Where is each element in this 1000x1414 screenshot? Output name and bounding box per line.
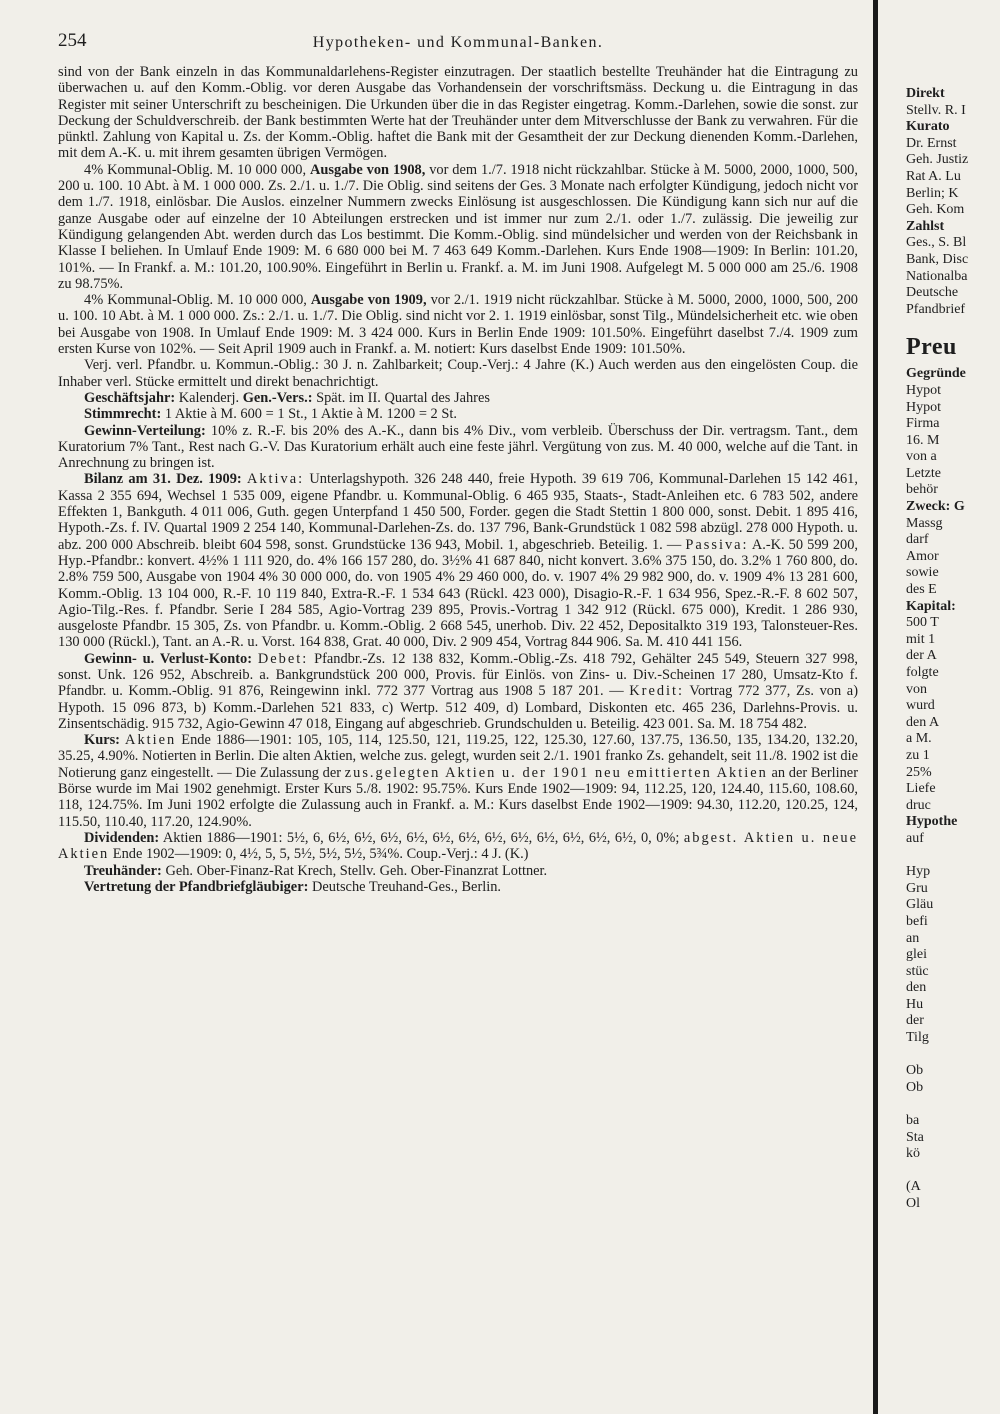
adjacent-page-line: Amor bbox=[906, 548, 939, 564]
treuhaender-text: Geh. Ober-Finanz-Rat Krech, Stellv. Geh. Ober-Finanzrat Lottner. bbox=[165, 862, 548, 879]
stimmrecht-text: 1 Aktie à M. 600 = 1 St., 1 Aktie à M. 1200 = 2 St. bbox=[164, 406, 457, 423]
adjacent-page-line: Ges., S. Bl bbox=[906, 235, 967, 251]
dividenden-label: Dividenden: bbox=[84, 829, 160, 846]
gewinn-verteilung-paragraph bbox=[58, 423, 858, 472]
adjacent-page-line: Deutsche bbox=[906, 285, 959, 301]
adjacent-page-line: sowie bbox=[906, 565, 939, 581]
kurs-text-1: Ende 1886—1901: 105, 105, 114, 125.50, 121, 119.25, 122, 125.30, 127.60, 137.75, 136.50, 135, 134.20, 132.20, 35.25, 4.90%. Notierten in Berlin. Die alten Aktien, welche zus. gelegt, wurden seit 2./1. 1901 franko Zs. gehandelt, seit 11./8. 1902 ist die Notierung ganz eingestellt. — Die Zulassung der bbox=[58, 732, 858, 781]
adjacent-page-line: Ob bbox=[906, 1079, 924, 1095]
adjacent-page-line: Direkt bbox=[906, 86, 945, 101]
adjacent-page-line: Hu bbox=[906, 996, 924, 1012]
treuhaender-line bbox=[58, 863, 858, 879]
adjacent-page-line bbox=[906, 848, 1000, 865]
adjacent-page-line: Gläu bbox=[906, 897, 934, 913]
issue-1908-prefix: 4% Kommunal-Oblig. M. 10 000 000, bbox=[84, 161, 307, 178]
bilanz-passiva-text: A.-K. 50 599 200, Hyp.-Pfandbr.: konvert. 4½% 1 111 920, do. 4% 166 157 280, do. 3½% 41 687 840, nicht konvert. 3.6% 375 150, do. 3.2% 1 760 800, do. 2.8% 759 500, Ausgabe von 1904 4% 30 000 000, do. von 1905 4% 29 460 000, do. v. 1907 4% 29 982 900, do. v. 1909 4% 13 281 600, Komm.-Oblig. 13 104 000, R.-F. 10 119 840, Extra-R.-F. 1 534 643 (Rückl. 423 000), Disagio-R.-F. 1 634 956, Spez.-R.-F. 8 602 507, Agio-Tilg.-Res. f. Pfandbr. Serie I 284 585, Agio-Vortrag 239 895, Provis.-Vortrag 1 342 912 (Rückl. 675 000), Kredit. 1 286 930, ausgeloste Pfandbr. 15 305, Zs. von Pfandbr. u. Komm.-Oblig. 2 668 545, unerhob. Div. 22 452, Depositalkto 319 193, Talonsteuer-Res. 130 000 (Rückl.), Tant. an A.-R. u. Vorst. 164 838, Grat. 40 000, Div. 2 909 454, Vortrag 844 906. Sa. M. 410 441 156. bbox=[58, 536, 859, 651]
gewinn-konto-paragraph bbox=[58, 651, 858, 732]
page-fold-divider bbox=[873, 0, 878, 1414]
adjacent-page-line: Preu bbox=[906, 334, 957, 361]
adjacent-page-line bbox=[906, 1163, 1000, 1180]
kurs-label: Kurs: bbox=[84, 732, 120, 749]
bilanz-passiva-label: Passiva: bbox=[685, 536, 749, 553]
adjacent-page-line: Geh. Justiz bbox=[906, 152, 969, 168]
adjacent-page-line: Hypot bbox=[906, 382, 941, 398]
adjacent-page-line: Ol bbox=[906, 1196, 920, 1211]
adjacent-page-line: kö bbox=[906, 1146, 920, 1162]
adjacent-page-line: stüc bbox=[906, 963, 929, 979]
gewinn-verteilung-label: Gewinn-Verteilung: bbox=[84, 422, 206, 439]
issue-1908-paragraph bbox=[58, 162, 858, 292]
main-column bbox=[58, 30, 858, 895]
adjacent-page-line: der A bbox=[906, 648, 937, 664]
adjacent-page-line: Ob bbox=[906, 1063, 924, 1079]
adjacent-page-line: Nationalba bbox=[906, 268, 968, 284]
adjacent-page-line: (A bbox=[906, 1179, 921, 1195]
adjacent-page-line: Dr. Ernst bbox=[906, 135, 957, 151]
geschaeftsjahr-label: Geschäftsjahr: bbox=[84, 389, 176, 406]
bilanz-paragraph bbox=[58, 471, 858, 650]
issue-1908-text: vor dem 1./7. 1918 nicht rückzahlbar. Stücke à M. 5000, 2000, 1000, 500, 200 u. 100. 10 Abt. à M. 1 000 000. Zs. 2./1. u. 1./7. Die Oblig. sind seitens der Ges. 3 Monate nach erfolgter Kündigung, jedoch nicht vor dem 1./7. 1918, einlösbar. Die Auslos. einzelner Nummern zwecks Einlösung ist ausgeschlossen. Die Kündigung kann sich nur auf die ganze Ausgabe oder auf einzelne der 10 Abteilungen erstrecken und ist immer nur zum 2./1. oder 1./7. zulässig. Die jeweilig zur Kündigung gelangenden Abt. werden durch das Los bestimmt. Die Komm.-Oblig. sind mündelsicher und werden von der Reichsbank in Klasse I beliehen. In Umlauf Ende 1909: M. 6 680 000 bei M. 7 463 649 Komm.-Darlehen. Kurs Ende 1908—1909: In Berlin: 101.20, 101%. — In Frankf. a. M.: 101.20, 100.90%. Eingeführt in Berlin u. Frankf. a. M. im Juni 1908. Aufgelegt M. 5 000 000 am 25./6. 1908 zu 98.75%. bbox=[58, 161, 858, 292]
vertretung-text: Deutsche Treuhand-Ges., Berlin. bbox=[311, 878, 502, 895]
issue-1909-paragraph bbox=[58, 292, 858, 357]
adjacent-page-line: darf bbox=[906, 532, 929, 548]
document-body bbox=[58, 64, 858, 895]
stimmrecht-label: Stimmrecht: bbox=[84, 406, 162, 423]
adjacent-page-line: Kurato bbox=[906, 119, 950, 135]
page-header bbox=[58, 30, 858, 64]
kurs-emphasis: zus.gelegten Aktien u. der 1901 neu emittierten Aktien bbox=[344, 764, 768, 781]
adjacent-page-line: 16. M bbox=[906, 432, 940, 448]
adjacent-page-line bbox=[906, 1047, 1000, 1064]
kurs-aktien-label: Aktien bbox=[125, 732, 177, 749]
adjacent-page-line: Firma bbox=[906, 416, 940, 432]
verjaehrung-paragraph: Verj. verl. Pfandbr. u. Kommun.-Oblig.: 30 J. n. Zahlbarkeit; Coup.-Verj.: 4 Jahre (K.) Auch werden aus den eingelösten Coup. die Inhaber verl. Stücke ermittelt und direkt benachrichtigt. bbox=[58, 357, 858, 390]
issue-1908-title: Ausgabe von 1908, bbox=[310, 161, 426, 178]
adjacent-page-line: glei bbox=[906, 947, 927, 963]
adjacent-page-line: Hypot bbox=[906, 399, 941, 415]
gewinn-konto-debet-label: Debet: bbox=[257, 650, 309, 667]
adjacent-page-line: den bbox=[906, 980, 927, 996]
geschaeftsjahr-line bbox=[58, 390, 858, 406]
adjacent-page-line: Hypothe bbox=[906, 814, 958, 830]
geschaeftsjahr-text: Kalenderj. bbox=[178, 389, 240, 406]
adjacent-page-line: an bbox=[906, 930, 920, 946]
adjacent-page-line bbox=[906, 1096, 1000, 1113]
kurs-paragraph bbox=[58, 732, 858, 830]
adjacent-page-line: Liefe bbox=[906, 781, 936, 797]
gen-vers-text: Spät. im II. Quartal des Jahres bbox=[316, 389, 490, 406]
adjacent-page-line: wurd bbox=[906, 698, 935, 714]
bilanz-label: Bilanz am 31. Dez. 1909: bbox=[84, 471, 242, 488]
adjacent-page-line: Berlin; K bbox=[906, 185, 959, 201]
page-number: 254 bbox=[58, 30, 87, 51]
adjacent-page-line: den A bbox=[906, 714, 940, 730]
treuhaender-label: Treuhänder: bbox=[84, 862, 162, 879]
adjacent-page-line: folgte bbox=[906, 665, 939, 680]
adjacent-page-line: Bank, Disc bbox=[906, 251, 969, 267]
adjacent-page-line: Gegründe bbox=[906, 366, 966, 382]
adjacent-page-line: ba bbox=[906, 1113, 920, 1129]
adjacent-page-line: der bbox=[906, 1013, 924, 1029]
adjacent-page-line: Gru bbox=[906, 880, 928, 896]
adjacent-page-line: Kapital: bbox=[906, 598, 956, 614]
dividenden-text-2: Ende 1902—1909: 0, 4½, 5, 5, 5½, 5½, 5½, 5¾%. Coup.-Verj.: 4 J. (K.) bbox=[112, 846, 529, 863]
adjacent-page-line: a M. bbox=[906, 731, 932, 747]
adjacent-page-line: Massg bbox=[906, 515, 943, 531]
bilanz-aktiva-label: Aktiva: bbox=[246, 471, 305, 488]
adjacent-page-line: Geh. Kom bbox=[906, 202, 965, 218]
adjacent-page-line: Hyp bbox=[906, 864, 931, 880]
adjacent-page-line: Zahlst bbox=[906, 218, 945, 234]
adjacent-page-line: Tilg bbox=[906, 1030, 929, 1046]
issue-1909-text: vor 2./1. 1919 nicht rückzahlbar. Stücke à M. 5000, 2000, 1000, 500, 200 u. 100. 10 Abt. à M. 1 000 000. Zs.: 2./1. u. 1./7. Die Oblig. sind nicht vor 2. 1. 1919 einlösbar, sonst Tilg., Mündelsicherheit etc. wie oben bei Ausgabe von 1908. In Umlauf Ende 1909: M. 3 424 000. Kurs in Berlin Ende 1909: 101.50%. Eingeführt daselbst 7./4. 1909 zum ersten Kurse von 102%. — Seit April 1909 auch in Frankf. a. M. notiert: Kurs daselbst Ende 1909: 101.50%. bbox=[58, 292, 858, 358]
stimmrecht-line bbox=[58, 406, 858, 422]
dividenden-emphasis: abgest. Aktien u. neue Aktien bbox=[58, 829, 858, 863]
adjacent-page-line: Letzte bbox=[906, 465, 941, 481]
dividenden-paragraph bbox=[58, 830, 858, 863]
bilanz-aktiva-text: Unterlagshypoth. 326 248 440, freie Hypoth. 39 619 706, Kommunal-Darlehen 15 142 461, Kassa 2 355 694, Wechsel 1 535 009, eigene Pfandbr. u. Kommunal-Oblig. 6 465 935, Staats-, Stadt-Anleihen etc. 6 783 502, andere Effekten 1, Bankguth. 4 011 006, Guth. gegen Unterpfand 1 450 500, Forder. gegen die Stadt Stettin 1 800 000, sonst. Debit. 1 895 416, Hypoth.-Zs. f. IV. Quartal 1909 2 254 140, Kommunal-Darlehen-Zs. do. 137 796, Bank-Grundstück 1 082 598 abzügl. 278 000 Hypoth. u. abz. 200 000 Abschreib. bleibt 604 598, sonst. Grundstücke 136 943, Mobil. 1, abgeschrieb. Beteilig. 1. — bbox=[58, 471, 858, 553]
adjacent-page-line: Sta bbox=[906, 1129, 924, 1145]
intro-paragraph: sind von der Bank einzeln in das Kommunaldarlehens-Register einzutragen. Der staatlich bestellte Treuhänder hat die Eintragung zu überwachen u. auf den Komm.-Oblig. vor deren Ausgabe das Vorhandensein der vorschriftsmäss. Deckung u. die Eintragung in das Register mit seiner Unterschrift zu bescheinigen. Die Urkunden über die in das Register eingetrag. Komm.-Darlehen, sowie die sonst. zur Deckung der Schuldverschreib. der Bank bestimmten Werte hat der Treuhänder unter dem Mitverschlusse der Bank zu verwahren. Für die pünktl. Zahlung von Kapital u. Zs. der Komm.-Oblig. haftet die Bank mit der Gesamtheit der zur Deckung dienenden Komm.-Darlehen, mit dem A.-K. u. mit ihrem gesamten übrigen Vermögen. bbox=[58, 64, 858, 162]
dividenden-text-1: Aktien 1886—1901: 5½, 6, 6½, 6½, 6½, 6½, 6½, 6½, 6½, 6½, 6½, 6½, 6½, 6½, 0, 0%; bbox=[162, 829, 680, 846]
running-head: Hypotheken- und Kommunal-Banken. bbox=[312, 34, 604, 51]
gewinn-verteilung-text: 10% z. R.-F. bis 20% des A.-K., dann bis 4% Div., vom verbleib. Überschuss der Dir. vertragsm. Tant., dem Kuratorium 7% Tant., Rest nach G.-V. Das Kuratorium erhält auch eine feste jährl. Vergütung von zus. M. 40 000, welche auf die Tant. in Anrechnung zu bringen ist. bbox=[58, 422, 858, 472]
adjacent-page-line: von bbox=[906, 681, 927, 697]
vertretung-label: Vertretung der Pfandbriefgläubiger: bbox=[84, 878, 309, 895]
gen-vers-label: Gen.-Vers.: bbox=[242, 389, 313, 406]
adjacent-page-line: zu 1 bbox=[906, 747, 930, 763]
adjacent-page-line: 500 T bbox=[906, 615, 939, 631]
gewinn-konto-label: Gewinn- u. Verlust-Konto: bbox=[84, 650, 253, 667]
adjacent-page-column bbox=[906, 86, 1000, 1213]
adjacent-page-line: befi bbox=[906, 913, 928, 929]
vertretung-line bbox=[58, 879, 858, 895]
issue-1909-title: Ausgabe von 1909, bbox=[310, 292, 427, 309]
gewinn-konto-kredit-text: Vortrag 772 377, Zs. von a) Hypoth. 15 096 873, b) Komm.-Darlehen 521 833, c) Wertp. 512 409, d) Lombard, Diskonten etc. 465 236, Darlehns-Provis. u. Zinsentschädig. 915 732, Agio-Gewinn 47 018, Eingang auf abgeschrieb. Grundschulden u. Beteilig. 423 001. Sa. M. 18 754 482. bbox=[58, 683, 858, 732]
issue-1909-prefix: 4% Kommunal-Oblig. M. 10 000 000, bbox=[84, 292, 307, 309]
adjacent-page-line: Rat A. Lu bbox=[906, 168, 961, 184]
adjacent-page-line: auf bbox=[906, 830, 924, 846]
adjacent-page-line: druc bbox=[906, 797, 931, 813]
kurs-text-2: an der Berliner Börse wurde im Mai 1902 genehmigt. Erster Kurs 5./8. 1902: 95.75%. Kurs Ende 1902—1909: 94, 112.25, 120, 124.40, 115.60, 108.60, 118, 124.75%. Im Juni 1902 erfolgte die Zulassung auch in Frankf. a. M.: Kurs daselbst Ende 1902—1909: 94.30, 112.20, 120.25, 124, 115.50, 110.40, 117.20, 124.90%. bbox=[58, 764, 858, 830]
adjacent-page-line: von a bbox=[906, 449, 937, 465]
gewinn-konto-kredit-label: Kredit: bbox=[629, 683, 685, 700]
adjacent-page-line: Pfandbrief bbox=[906, 301, 966, 317]
adjacent-page-line: 25% bbox=[906, 764, 932, 780]
gewinn-konto-debet-text: Pfandbr.-Zs. 12 138 832, Komm.-Oblig.-Zs. 418 792, Gehälter 245 549, Steuern 327 998, sonst. Unk. 126 952, Abschreib. a. Bankgrundstück 200 000, Provis. für Einlös. von Zins- u. Div.-Scheinen 17 280, Umsatz-Kto f. Pfandbr. u. Komm.-Oblig. 91 876, Reingewinn inkl. 772 377 Vortrag aus 1908 5 187 201. — bbox=[58, 650, 858, 700]
adjacent-page-line: Stellv. R. I bbox=[906, 102, 966, 118]
adjacent-page-line: mit 1 bbox=[906, 631, 936, 647]
adjacent-page-line: behör bbox=[906, 482, 938, 498]
adjacent-page-line: Zweck: G bbox=[906, 499, 965, 515]
adjacent-page-line: des E bbox=[906, 582, 937, 598]
